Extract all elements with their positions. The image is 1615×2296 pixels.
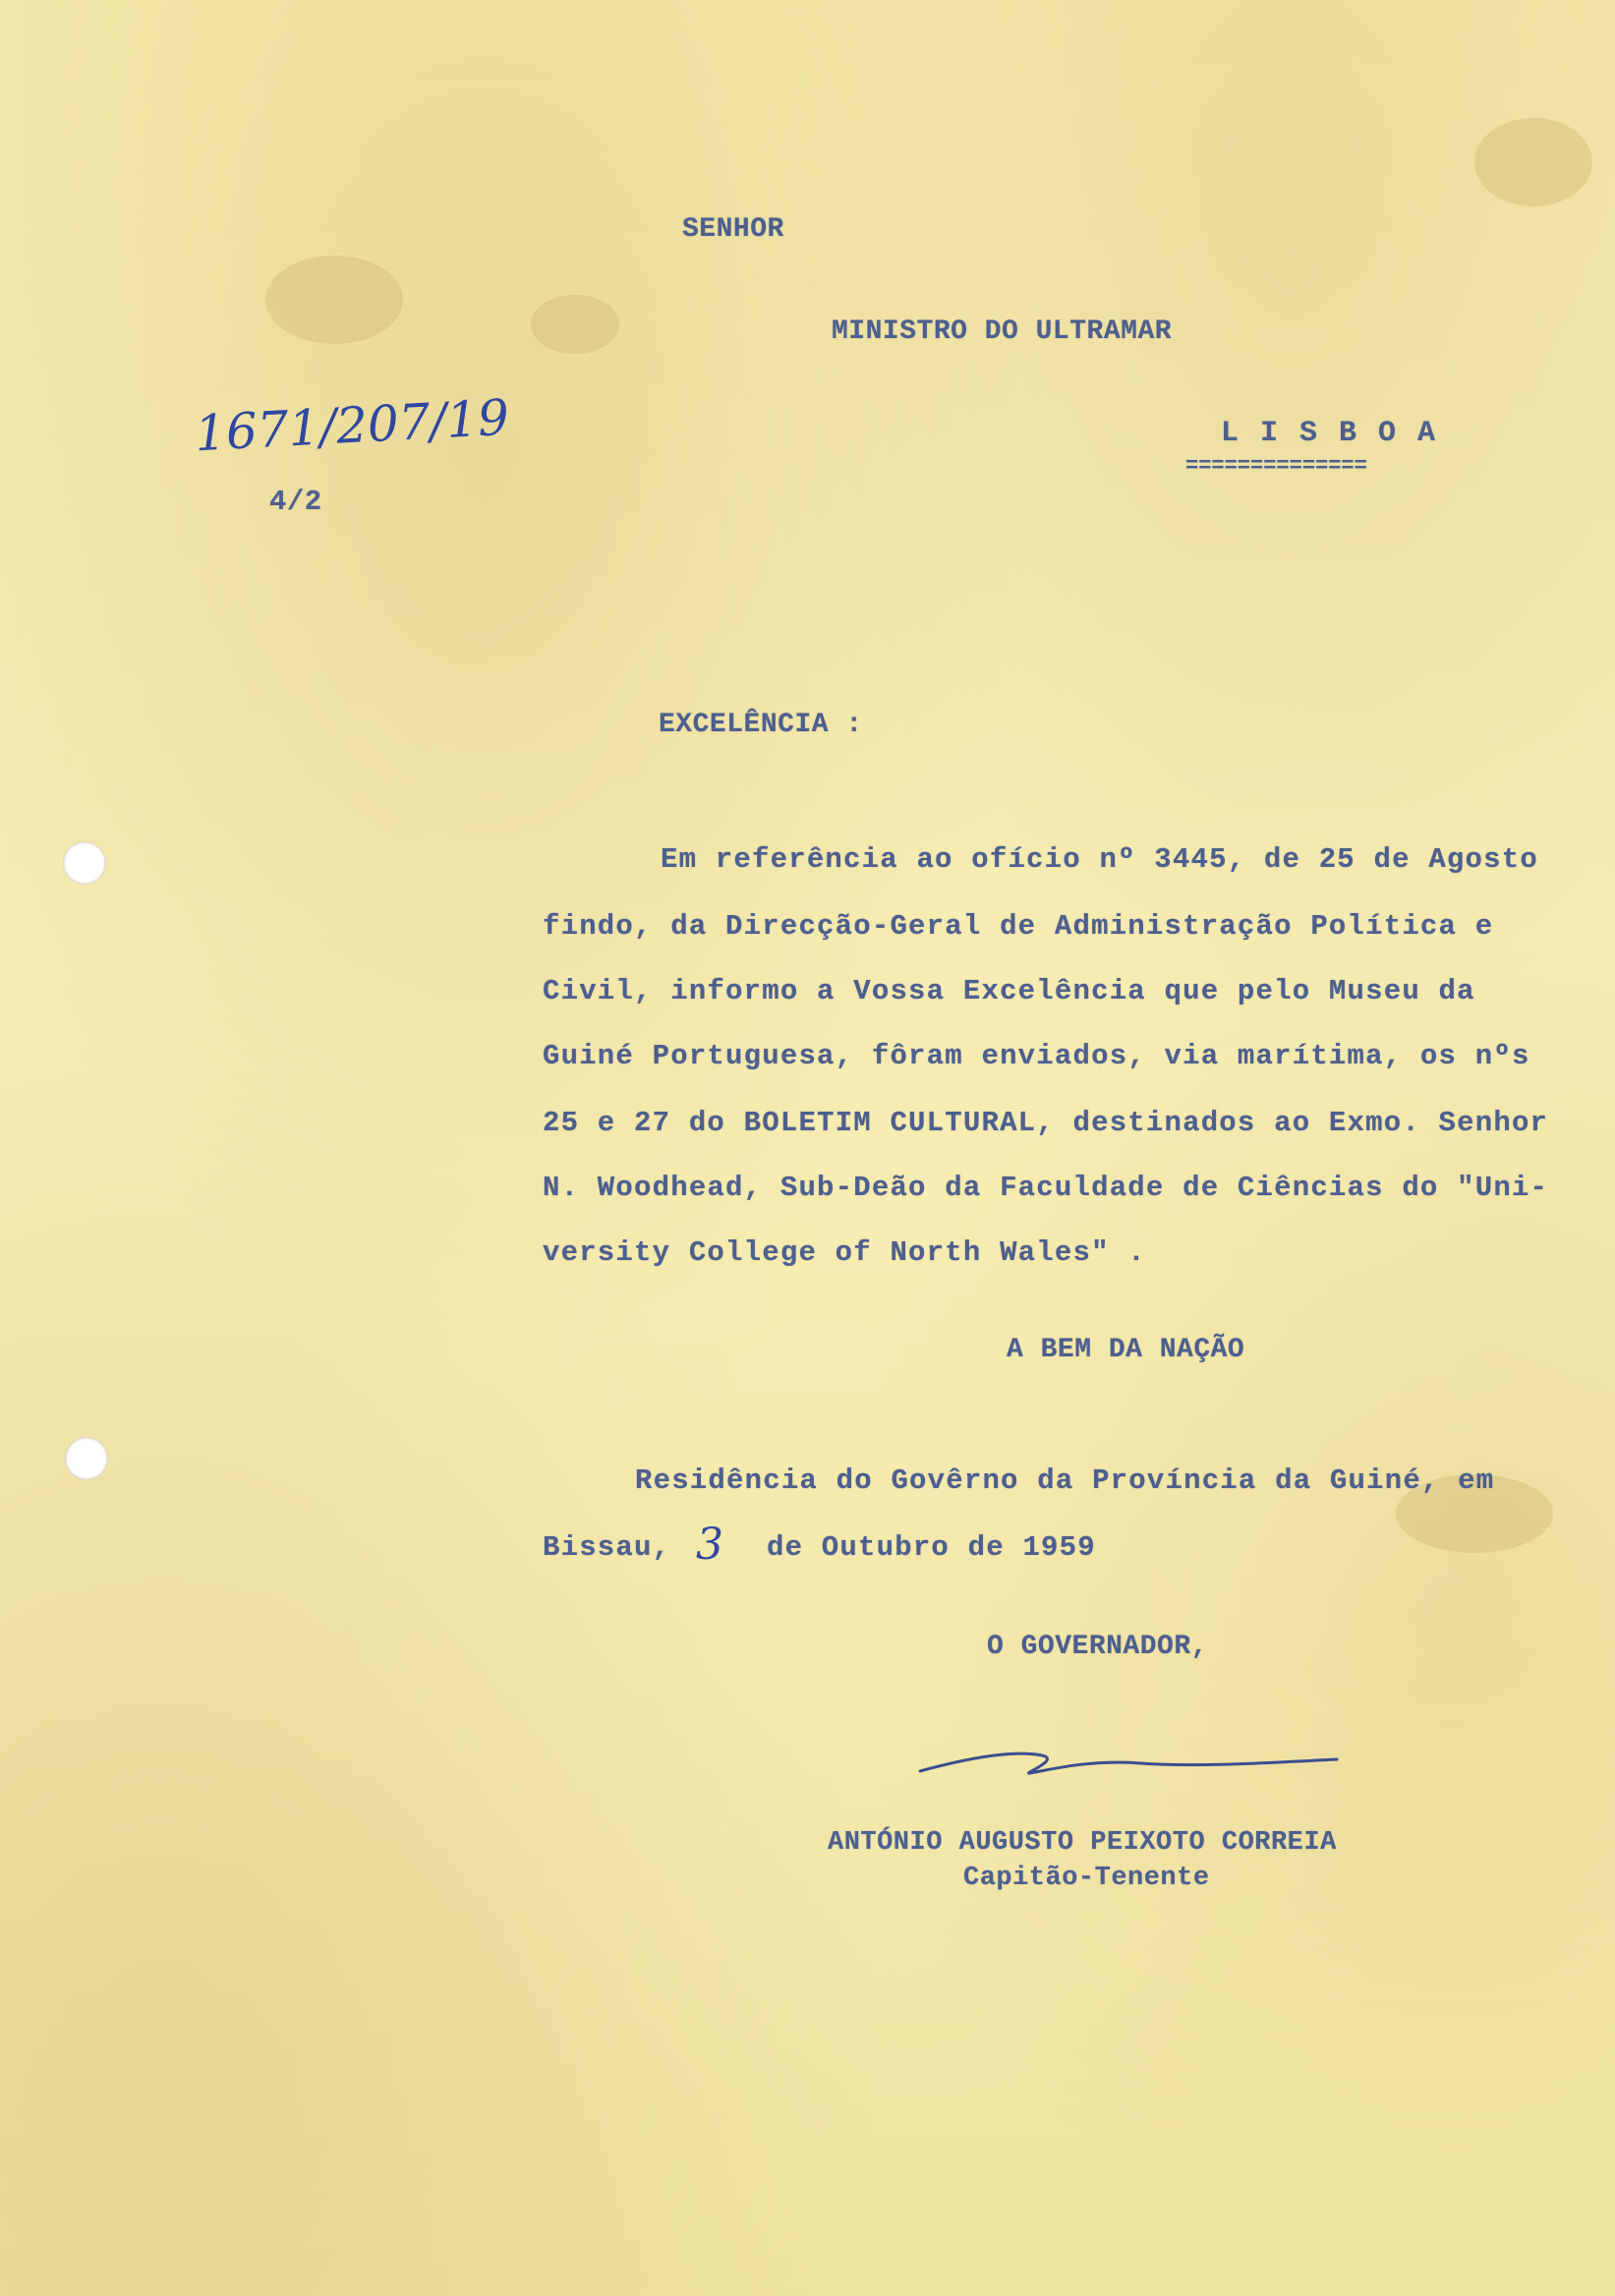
body-line-2: findo, da Direcção-Geral de Administração Política e (543, 910, 1494, 943)
signatory-rank: Capitão-Tenente (963, 1864, 1210, 1893)
body-line-7: versity College of North Wales" . (543, 1236, 1146, 1269)
body-line-4: Guiné Portuguesa, fôram enviados, via marítima, os nºs (543, 1040, 1530, 1072)
body-line-6: N. Woodhead, Sub-Deão da Faculdade de Ciências do "Uni- (543, 1172, 1549, 1204)
typed-reference: 4/2 (269, 486, 322, 518)
signatory-name: ANTÓNIO AUGUSTO PEIXOTO CORREIA (828, 1828, 1337, 1858)
stain (265, 256, 403, 344)
greeting: EXCELÊNCIA : (659, 710, 863, 740)
place-line: Residência do Govêrno da Província da Guiné, em (635, 1464, 1495, 1497)
punch-hole-top (63, 841, 106, 885)
closing: O GOVERNADOR, (987, 1632, 1208, 1662)
body-line-5: 25 e 27 do BOLETIM CULTURAL, destinados ao Exmo. Senhor (543, 1107, 1549, 1139)
date-prefix: Bissau, (543, 1531, 671, 1564)
recipient: MINISTRO DO ULTRAMAR (832, 316, 1173, 347)
motto: A BEM DA NAÇÃO (1007, 1335, 1245, 1365)
date-day-handwritten: 3 (696, 1520, 723, 1570)
city-underline: ============== (1185, 454, 1367, 479)
stain (531, 295, 619, 354)
punch-hole-bottom (65, 1437, 108, 1480)
stain (1474, 118, 1592, 206)
handwritten-reference: 1671/207/19 (193, 388, 511, 463)
signature (904, 1730, 1356, 1799)
salutation-to: SENHOR (682, 214, 784, 245)
city: L I S B O A (1221, 417, 1438, 450)
body-line-3: Civil, informo a Vossa Excelência que pelo Museu da (543, 975, 1475, 1007)
body-line-1: Em referência ao ofício nº 3445, de 25 de Agosto (661, 843, 1538, 876)
date-suffix: de Outubro de 1959 (767, 1531, 1096, 1564)
